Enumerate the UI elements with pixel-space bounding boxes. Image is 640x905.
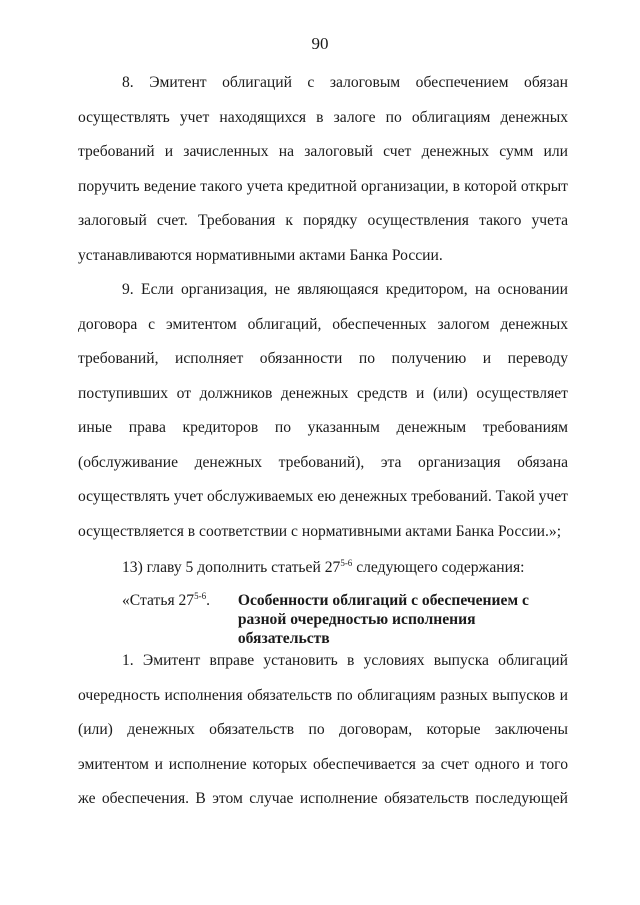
article-title-line-1: Особенности облигаций с обеспечением с [237, 592, 529, 609]
article-title [238, 591, 568, 648]
paragraph-9 [78, 273, 568, 549]
article-label-prefix: «Статья 27 [122, 592, 195, 609]
article-title-line-2: разной очередностью исполнения обязательств [237, 611, 476, 647]
page-number: 90 [311, 34, 329, 53]
article-paragraph-1-text: 1. Эмитент вправе установить в условиях выпуска облигаций очередность исполнения обязательств по облигациям разных выпусков и (или) денежных обязательств по договорам, которые заключены эмитентом и исполнение которых обеспечивается за счет одного и того же обеспечения. В этом случае исполнение обязательств последующей [78, 652, 568, 807]
article-label-suffix: . [206, 592, 211, 609]
article-label [78, 591, 238, 648]
paragraph-13-before: 13) главу 5 дополнить статьей 27 [122, 559, 341, 576]
paragraph-9-text: 9. Если организация, не являющаяся кредитором, на основании договора с эмитентом облигаций, обеспеченных залогом денежных требований, исполняет обязанности по получению и переводу поступивших от должников денежных средств и (или) осуществляет иные права кредиторов по указанным денежным требованиям (обслуживание денежных требований), эта организация обязана осуществлять учет обслуживаемых ею денежных требований. Такой учет осуществляется в соответствии с нормативными актами Банка России.»; [78, 281, 568, 540]
paragraph-13-text [78, 551, 568, 586]
paragraph-13-after: следующего содержания: [352, 559, 525, 576]
paragraph-8-text: 8. Эмитент облигаций с залоговым обеспечением обязан осуществлять учет находящихся в залоге по облигациям денежных требований и зачисленных на залоговый счет денежных сумм или поручить ведение такого учета кредитной организации, в которой открыт залоговый счет. Требования к порядку осуществления такого учета устанавливаются нормативными актами Банка России. [78, 74, 568, 264]
article-heading [78, 591, 568, 648]
article-paragraph-1 [78, 644, 568, 817]
paragraph-8 [78, 66, 568, 273]
article-label-sup: 5-6 [194, 591, 207, 601]
paragraph-13 [78, 551, 568, 586]
paragraph-13-sup: 5-6 [340, 558, 353, 568]
